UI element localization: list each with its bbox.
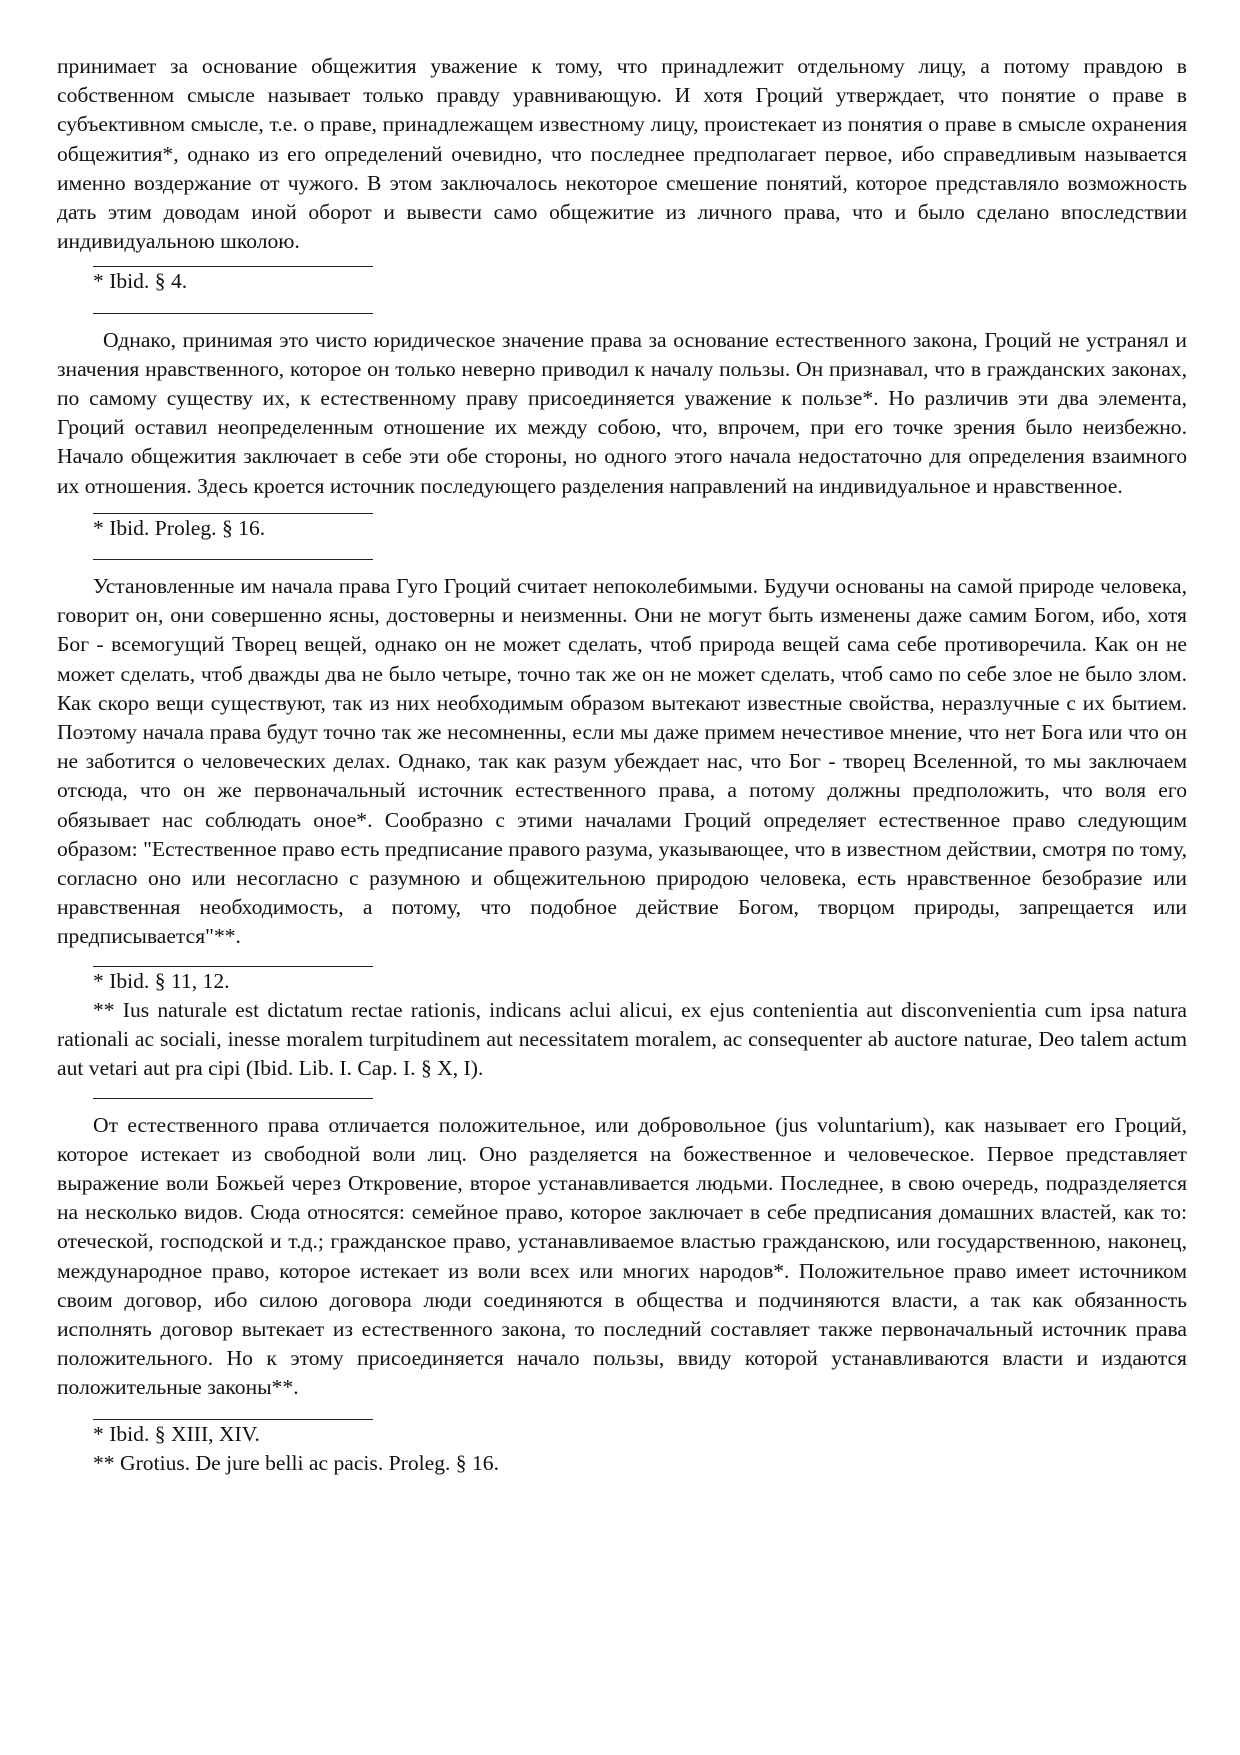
- document-page: [57, 52, 1187, 1478]
- paragraph-3: Установленные им начала права Гуго Гроций считает непоколебимыми. Будучи основаны на самой природе человека, говорит он, они совершенно ясны, достоверны и неизменны. Они не могут быть изменены даже самим Богом, ибо, хотя Бог - всемогущий Творец вещей, однако он не может сделать, чтоб природа вещей сама себе противоречила. Как он не может сделать, чтоб дважды два не было четыре, точно так же он не может сделать, чтоб само по себе злое не было злом. Как скоро вещи существуют, так из них необходимым образом вытекают известные свойства, неразлучные с их бытием. Поэтому начала права будут точно так же несомненны, если мы даже примем нечестивое мнение, что нет Бога или что он не заботится о человеческих делах. Однако, так как разум убеждает нас, что Бог - творец Вселенной, то мы заключаем отсюда, что он же первоначальный источник естественного права, а потому должны предположить, что воля его обязывает нас соблюдать оное*. Сообразно с этими началами Гроций определяет естественное право следующим образом: "Естественное право есть предписание правого разума, указывающее, что в известном действии, смотря по тому, согласно оно или несогласно с разумною и общежительною природою человека, есть нравственное безобразие или нравственная необходимость, а потому, что подобное действие Богом, творцом природы, запрещается или предписывается"**.: [57, 574, 1187, 949]
- footnote-3: * Ibid. § 11, 12.: [93, 968, 230, 993]
- footnote-1: * Ibid. § 4.: [93, 269, 188, 294]
- footnote-5: * Ibid. § XIII, XIV.: [93, 1421, 260, 1446]
- paragraph-1: принимает за основание общежития уважение к тому, что принадлежит отдельному лицу, а потому правдою в собственном смысле называет только правду уравнивающую. И хотя Гроций утверждает, что понятие о праве в субъективном смысле, т.е. о праве, принадлежащем известному лицу, проистекает из понятия о праве в смысле охранения общежития*, однако из его определений очевидно, что последнее предполагает первое, ибо справедливым называется именно воздержание от чужого. В этом заключалось некоторое смешение понятий, которое представляло возможность дать этим доводам иной оборот и вывести само общежитие из личного права, что и было сделано впоследствии индивидуальною школою.: [57, 54, 1187, 254]
- paragraph-4: От естественного права отличается положительное, или добровольное (jus voluntarium), как называет его Гроций, которое истекает из свободной воли лиц. Оно разделяется на божественное и человеческое. Первое представляет выражение воли Божьей через Откровение, второе устанавливается людьми. Последнее, в свою очередь, подразделяется на несколько видов. Сюда относятся: семейное право, которое заключает в себе предписания домашних властей, как то: отеческой, господской и т.д.; гражданское право, устанавливаемое властью гражданскою, или государственною, наконец, международное право, которое истекает из воли всех или многих народов*. Положительное право имеет источником своим договор, ибо силою договора люди соединяются в общества и подчиняются власти, а так как обязанность исполнять договор вытекает из естественного закона, то последний составляет также первоначальный источник права положительного. Но к этому присоединяется начало пользы, ввиду которой устанавливаются власти и издаются положительные законы**.: [57, 1112, 1187, 1400]
- footnote-2: * Ibid. Proleg. § 16.: [93, 515, 266, 540]
- footnote-6: ** Grotius. De jure belli ac pacis. Proleg. § 16.: [93, 1450, 499, 1475]
- paragraph-2: Однако, принимая это чисто юридическое значение права за основание естественного закона, Гроций не устранял и значения нравственного, которое он только неверно приводил к началу пользы. Он признавал, что в гражданских законах, по самому существу их, к естественному праву присоединяется уважение к пользе*. Но различив эти два элемента, Гроций оставил неопределенным отношение их между собою, что, впрочем, при его точке зрения было неизбежно. Начало общежития заключает в себе эти обе стороны, но одного этого начала недостаточно для определения взаимного их отношения. Здесь кроется источник последующего разделения направлений на индивидуальное и нравственное.: [57, 327, 1187, 498]
- footnote-separator: [93, 313, 373, 314]
- footnote-separator: [93, 1098, 373, 1099]
- footnote-separator: [93, 559, 373, 560]
- footnote-4: ** Ius naturale est dictatum rectae rationis, indicans aclui alicui, ex ejus contenientia aut disconvenientia cum ipsa natura rationali ac sociali, inesse moralem turpitudinem aut necessitatem moralem, ac consequenter ab auctore naturae, Deo talem actum aut vetari aut pra cipi (Ibid. Lib. I. Cap. I. § X, I).: [57, 997, 1187, 1081]
